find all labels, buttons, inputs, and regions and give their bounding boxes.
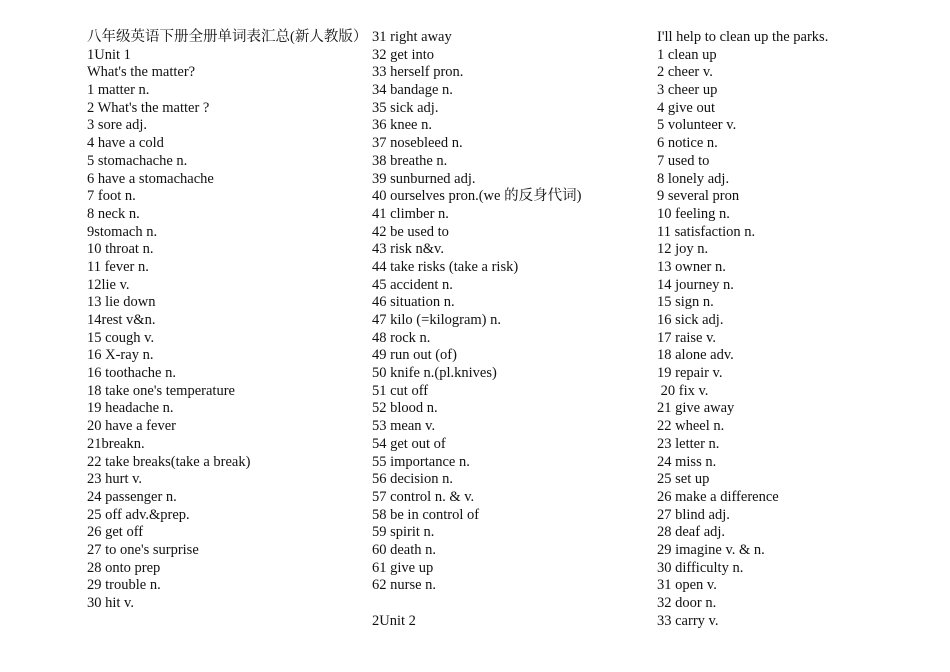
vocabulary-line: 6 notice n. [657, 135, 718, 152]
vocabulary-line: 56 decision n. [372, 471, 453, 488]
vocabulary-line: 15 sign n. [657, 294, 714, 311]
vocabulary-line: 34 bandage n. [372, 82, 453, 99]
vocabulary-line: 4 give out [657, 99, 715, 116]
vocabulary-line: 23 hurt v. [87, 471, 143, 488]
vocabulary-line: 32 door n. [657, 595, 717, 611]
vocabulary-line: 28 onto prep [87, 559, 161, 576]
vocabulary-line: 45 accident n. [372, 276, 453, 293]
vocabulary-line: 27 to one's surprise [87, 541, 199, 558]
vocabulary-line: 20 fix v. [657, 382, 709, 399]
vocabulary-line: 25 off adv.&prep. [87, 506, 190, 523]
vocabulary-line [372, 595, 647, 613]
vocabulary-line: 12 joy n. [657, 241, 709, 258]
vocabulary-line: 31 open v. [657, 577, 717, 594]
document-title: 八年级英语下册全册单词表汇总(新人教版） [87, 29, 368, 45]
vocabulary-line: 8 neck n. [87, 205, 140, 222]
vocabulary-line: 49 run out (of) [372, 347, 457, 364]
vocabulary-line: 39 sunburned adj. [372, 170, 476, 187]
vocabulary-line: 14 journey n. [657, 276, 734, 293]
vocabulary-line: What's the matter? [87, 64, 196, 81]
vocabulary-line: 2 cheer v. [657, 64, 713, 81]
word-column-2 [372, 29, 647, 630]
vocabulary-line: 25 set up [657, 471, 710, 488]
vocabulary-line: 59 spirit n. [372, 524, 435, 541]
vocabulary-line: 9 several pron [657, 188, 740, 205]
vocabulary-line: 43 risk n&v. [372, 241, 444, 258]
vocabulary-line: 60 death n. [372, 541, 437, 558]
vocabulary-line: 38 breathe n. [372, 152, 448, 169]
vocabulary-line: 1 clean up [657, 46, 717, 63]
vocabulary-line: 10 throat n. [87, 241, 154, 258]
vocabulary-line: 13 lie down [87, 294, 156, 311]
vocabulary-line: 12lie v. [87, 276, 130, 293]
vocabulary-line: 23 letter n. [657, 435, 720, 452]
vocabulary-line: 54 get out of [372, 435, 446, 452]
word-column-1 [87, 29, 368, 613]
vocabulary-line: 7 foot n. [87, 188, 136, 205]
vocabulary-line: 4 have a cold [87, 135, 164, 152]
vocabulary-line: 5 stomachache n. [87, 152, 188, 169]
word-column-3 [657, 29, 932, 630]
vocabulary-line: 52 blood n. [372, 400, 438, 417]
vocabulary-line: 29 trouble n. [87, 577, 161, 594]
vocabulary-line: 16 sick adj. [657, 312, 724, 328]
vocabulary-line: 24 miss n. [657, 453, 717, 470]
vocabulary-line: 36 knee n. [372, 117, 432, 134]
vocabulary-line: 53 mean v. [372, 418, 436, 435]
vocabulary-line: 33 herself pron. [372, 64, 464, 81]
vocabulary-line: 55 importance n. [372, 453, 470, 470]
vocabulary-line: 28 deaf adj. [657, 524, 726, 541]
vocabulary-line: 18 alone adv. [657, 347, 734, 364]
vocabulary-line: I'll help to clean up the parks. [657, 29, 829, 45]
vocabulary-line: 37 nosebleed n. [372, 135, 463, 152]
vocabulary-line: 31 right away [372, 29, 452, 45]
vocabulary-line: 48 rock n. [372, 329, 431, 346]
vocabulary-line: 8 lonely adj. [657, 170, 730, 187]
vocabulary-line: 47 kilo (=kilogram) n. [372, 312, 501, 328]
vocabulary-line: 22 wheel n. [657, 418, 725, 435]
vocabulary-line: 24 passenger n. [87, 488, 177, 505]
vocabulary-line: 44 take risks (take a risk) [372, 258, 519, 275]
vocabulary-line: 7 used to [657, 152, 710, 169]
vocabulary-line: 6 have a stomachache [87, 170, 214, 187]
vocabulary-line: 5 volunteer v. [657, 117, 737, 134]
vocabulary-line: 14rest v&n. [87, 312, 156, 329]
vocabulary-line: 20 have a fever [87, 418, 176, 435]
vocabulary-line: 11 satisfaction n. [657, 223, 756, 240]
vocabulary-line: 40 ourselves pron.(we 的反身代词) [372, 188, 582, 205]
vocabulary-line: 11 fever n. [87, 258, 149, 275]
vocabulary-line: 21breakn. [87, 435, 145, 452]
vocabulary-line: 58 be in control of [372, 506, 480, 523]
vocabulary-line: 32 get into [372, 46, 435, 63]
vocabulary-line: 1 matter n. [87, 82, 150, 99]
vocabulary-line: 26 get off [87, 524, 144, 541]
vocabulary-line: 46 situation n. [372, 294, 455, 311]
vocabulary-line: 27 blind adj. [657, 506, 730, 523]
vocabulary-line: 30 hit v. [87, 595, 134, 612]
vocabulary-line: 2 What's the matter ? [87, 99, 210, 116]
vocabulary-line: 21 give away [657, 400, 735, 417]
vocabulary-line: 22 take breaks(take a break) [87, 453, 251, 470]
vocabulary-line: 2Unit 2 [372, 612, 416, 629]
vocabulary-line: 3 cheer up [657, 82, 718, 99]
vocabulary-line: 35 sick adj. [372, 99, 439, 116]
vocabulary-line: 3 sore adj. [87, 117, 147, 134]
vocabulary-line: 33 carry v. [657, 612, 719, 629]
vocabulary-line: 51 cut off [372, 382, 429, 399]
vocabulary-line: 29 imagine v. & n. [657, 541, 765, 558]
vocabulary-line: 15 cough v. [87, 329, 155, 346]
vocabulary-line: 1Unit 1 [87, 46, 131, 63]
vocabulary-line: 41 climber n. [372, 205, 449, 222]
vocabulary-line: 26 make a difference [657, 488, 779, 505]
vocabulary-line: 13 owner n. [657, 258, 726, 275]
vocabulary-line: 16 X-ray n. [87, 347, 154, 364]
vocabulary-line: 16 toothache n. [87, 365, 176, 382]
vocabulary-line: 10 feeling n. [657, 205, 730, 222]
vocabulary-line: 9stomach n. [87, 223, 158, 240]
vocabulary-line: 30 difficulty n. [657, 559, 744, 576]
vocabulary-line: 17 raise v. [657, 329, 717, 346]
vocabulary-line: 42 be used to [372, 223, 449, 240]
vocabulary-line: 19 headache n. [87, 400, 174, 417]
vocabulary-line: 19 repair v. [657, 365, 723, 382]
vocabulary-line: 62 nurse n. [372, 577, 437, 594]
vocabulary-line: 50 knife n.(pl.knives) [372, 365, 497, 382]
vocabulary-line: 57 control n. & v. [372, 488, 475, 505]
vocabulary-line: 18 take one's temperature [87, 382, 235, 399]
vocabulary-line: 61 give up [372, 559, 434, 576]
